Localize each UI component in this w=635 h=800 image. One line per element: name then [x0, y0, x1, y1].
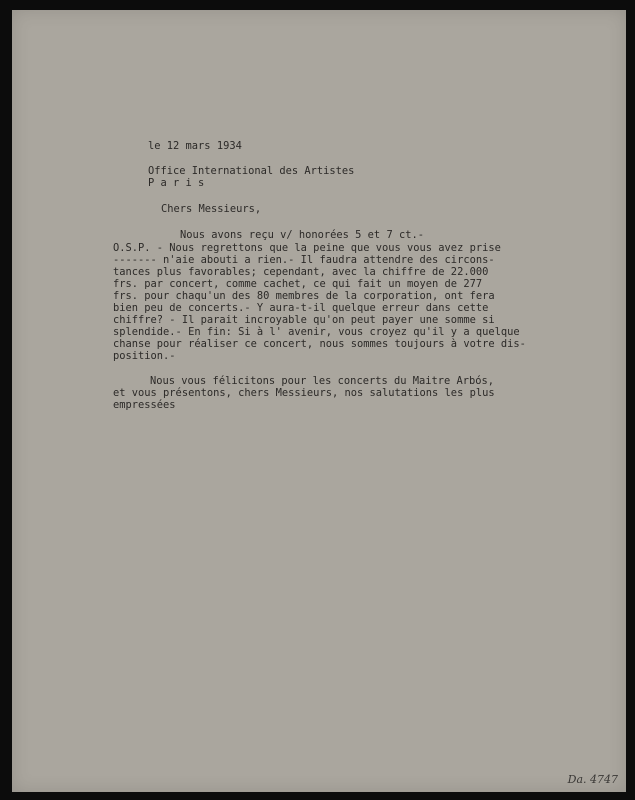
closing-line: Nous vous félicitons pour les concerts du Maitre Arbós, [150, 375, 495, 387]
archive-mark: Da. 4747 [567, 773, 618, 786]
body-line: chiffre? - Il parait incroyable qu'on peut payer une somme si [113, 314, 495, 326]
body-line: ------- n'aie abouti a rien.- Il faudra attendre des circons- [113, 254, 495, 266]
body-line: splendide.- En fin: Si à l' avenir, vous croyez qu'il y a quelque [113, 326, 520, 338]
salutation: Chers Messieurs, [161, 203, 262, 215]
body-line: frs. par concert, comme cachet, ce qui fait un moyen de 277 [113, 278, 483, 290]
body-line: O.S.P. - Nous regrettons que la peine que vous vous avez prise [113, 242, 501, 254]
document-page [12, 10, 626, 792]
closing-line: et vous présentons, chers Messieurs, nos salutations les plus [113, 387, 495, 399]
body-line: position.- [113, 350, 176, 362]
closing-line: empressées [113, 399, 176, 411]
letter [12, 10, 626, 792]
letter-date: le 12 mars 1934 [148, 140, 242, 152]
body-line: chanse pour réaliser ce concert, nous sommes toujours à votre dis- [113, 338, 526, 350]
body-line: frs. pour chaqu'un des 80 membres de la corporation, ont fera [113, 290, 495, 302]
body-line: bien peu de concerts.- Y aura-t-il quelque erreur dans cette [113, 302, 489, 314]
recipient-city: P a r i s [148, 177, 205, 189]
recipient-name: Office International des Artistes [148, 165, 355, 177]
body-line: tances plus favorables; cependant, avec la chiffre de 22.000 [113, 266, 489, 278]
body-line: Nous avons reçu v/ honorées 5 et 7 ct.- [180, 229, 424, 241]
